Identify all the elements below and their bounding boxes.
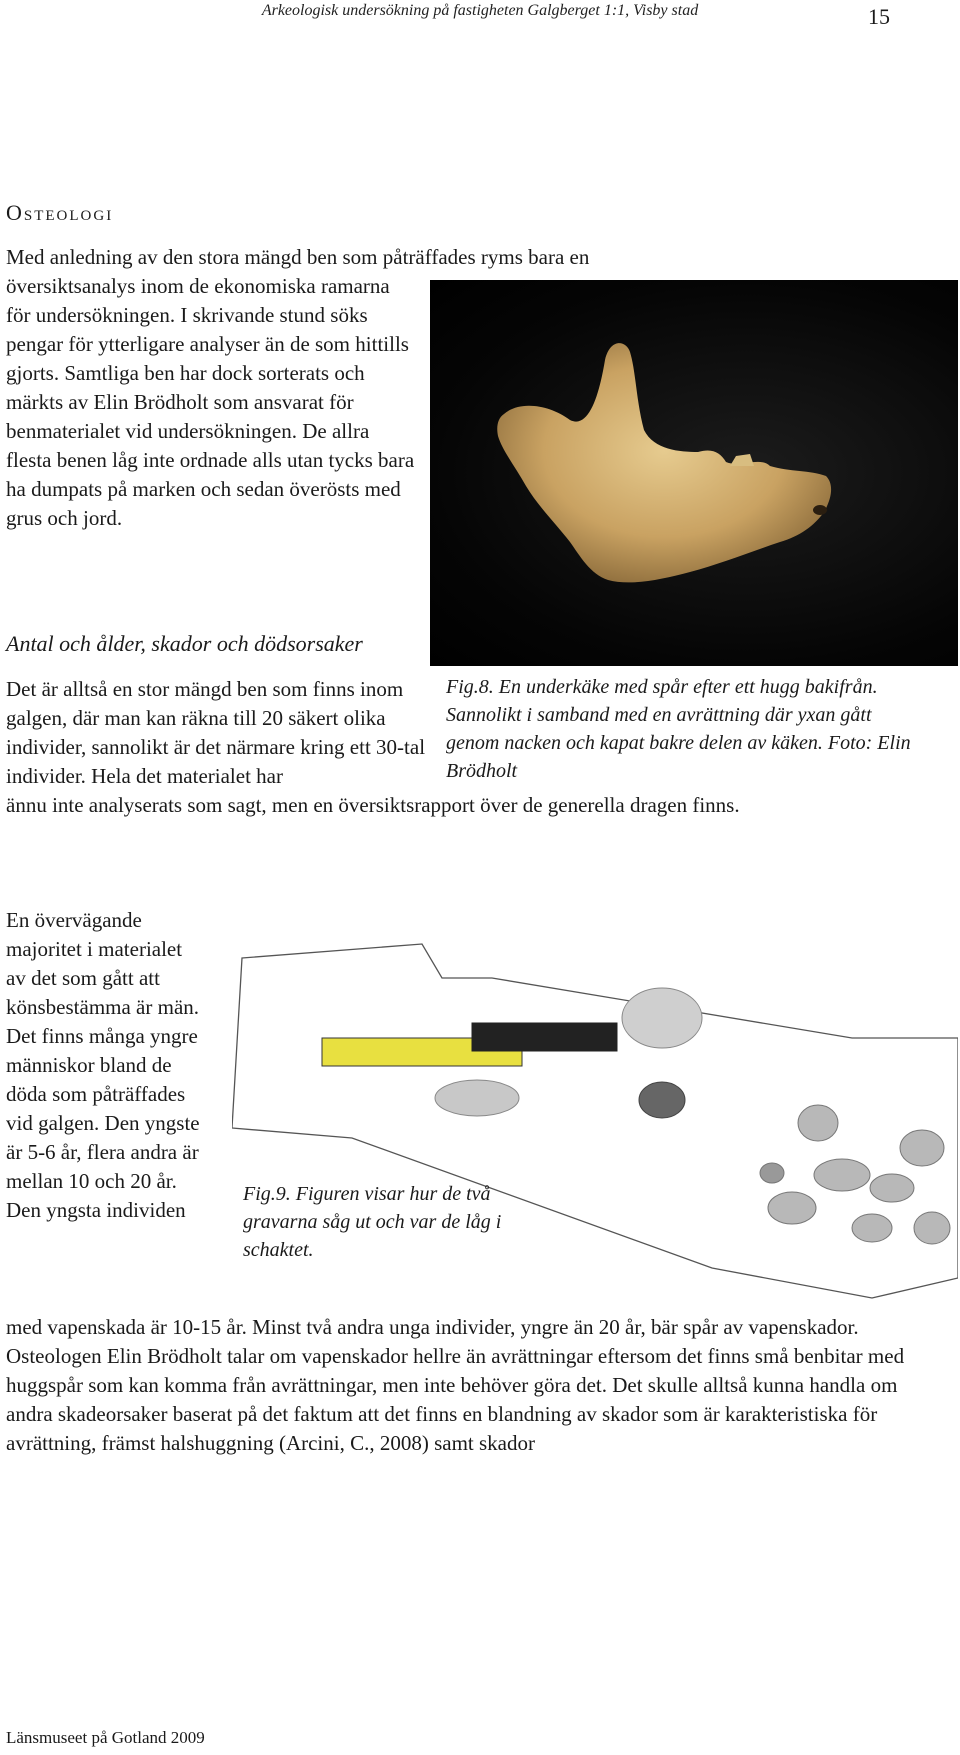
stone bbox=[622, 988, 702, 1048]
stone bbox=[900, 1130, 944, 1166]
paragraph-1: översiktsanalys inom de ekonomiska ramarna för undersökningen. I skrivande stund söks pengar för ytterligare analyser än de som hittills gjorts. Samtliga ben har dock sorterats och märkts av Elin Brödholt som ansvarat för benmaterialet vid undersökningen. De allra flesta benen låg inte ordnade alls utan tycks bara ha dumpats på marken och sedan överösts med grus och jord. bbox=[6, 274, 415, 530]
section-title: Osteologi bbox=[6, 200, 114, 225]
stone bbox=[852, 1214, 892, 1242]
stone bbox=[768, 1192, 816, 1224]
paragraph-3-continued: med vapenskada är 10-15 år. Minst två andra unga individer, yngre än 20 år, bär spår av vapenskador. Osteologen Elin Brödholt talar om vapenskador hellre än avrättningar eftersom det finns små benbitar med huggspår som kan komma från avrättningar, men inte behöver göra det. Det skulle alltså kunna handla om andra skadeorsaker baserat på det faktum att det finns en blandning av skador som är karakteristiska för avrättning, främst halshuggning (Arcini, C., 2008) samt skador bbox=[6, 1315, 905, 1455]
paragraph-3: En övervägande majoritet i materialet av det som gått att könsbestämma är män. Det finns många yngre människor bland de döda som påträffades vid galgen. Den yngste är 5-6 år, flera andra är mellan 10 och 20 år. Den yngsta individen bbox=[6, 908, 200, 1222]
jawbone-illustration bbox=[430, 280, 958, 666]
stone bbox=[814, 1159, 870, 1191]
paragraph-1-first-line: Med anledning av den stora mängd ben som påträffades ryms bara en bbox=[6, 245, 590, 269]
stone bbox=[760, 1163, 784, 1183]
stone bbox=[435, 1080, 519, 1116]
dark-stone bbox=[639, 1082, 685, 1118]
subheading: Antal och ålder, skador och dödsorsaker bbox=[6, 631, 363, 656]
footer: Länsmuseet på Gotland 2009 bbox=[6, 1728, 205, 1747]
bone-hole bbox=[813, 505, 827, 515]
tooth-fragment bbox=[730, 454, 754, 466]
paragraph-2-continued: ännu inte analyserats som sagt, men en översiktsrapport över de generella dragen finns. bbox=[6, 793, 740, 817]
figure-8-caption: Fig.8. En underkäke med spår efter ett hugg bakifrån. Sannolikt i samband med en avrättning där yxan gått genom nacken och kapat bakre delen av käken. Foto: Elin Brödholt bbox=[446, 676, 911, 782]
page-number: 15 bbox=[868, 4, 890, 29]
jawbone-shape bbox=[497, 343, 831, 582]
figure-9-caption: Fig.9. Figuren visar hur de två gravarna såg ut och var de låg i schaktet. bbox=[243, 1183, 502, 1261]
stone bbox=[914, 1212, 950, 1244]
running-header: Arkeologisk undersökning på fastigheten Galgberget 1:1, Visby stad bbox=[261, 2, 699, 19]
jawbone-photo bbox=[430, 280, 958, 666]
stone bbox=[798, 1105, 838, 1141]
paragraph-2: Det är alltså en stor mängd ben som finns inom galgen, där man kan räkna till 20 säkert olika individer, sannolikt är det närmare kring ett 30-tal individer. Hela det materialet har bbox=[6, 677, 426, 788]
skeleton-black bbox=[472, 1023, 617, 1051]
stone bbox=[870, 1174, 914, 1202]
